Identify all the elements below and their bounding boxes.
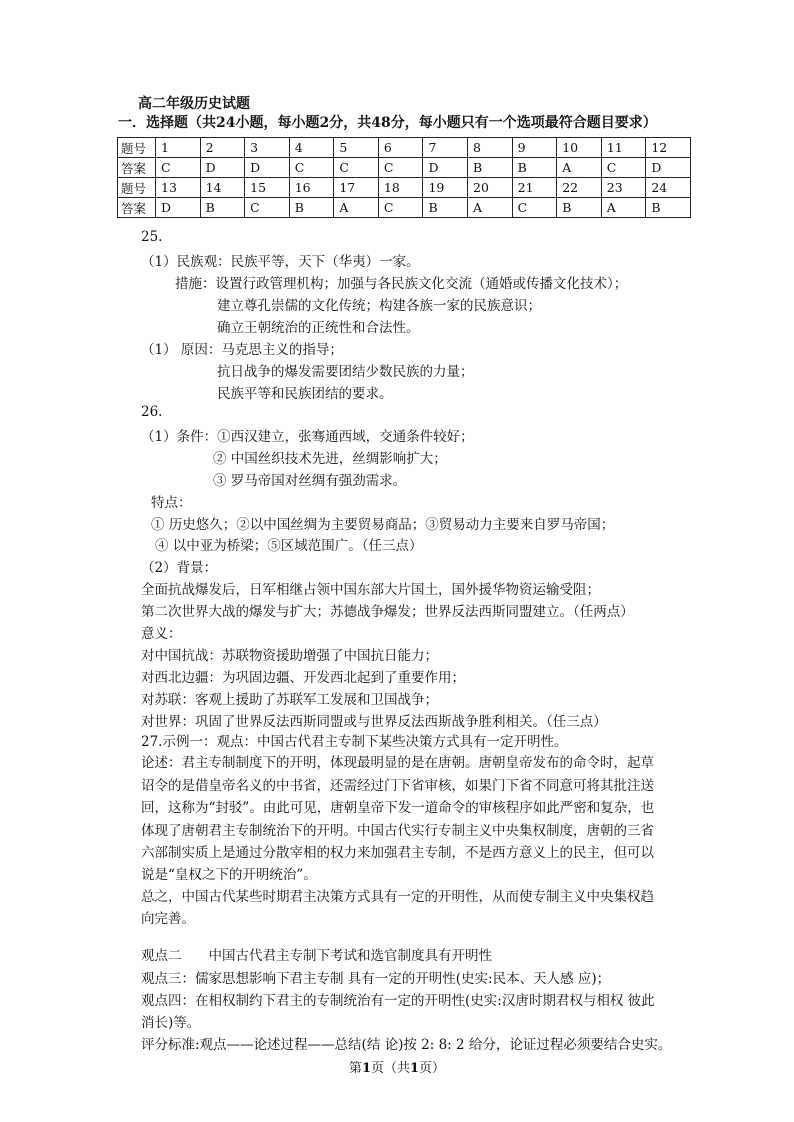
answer-table-cell: B — [512, 158, 557, 178]
text-line: 抗日战争的爆发需要团结少数民族的力量； — [217, 364, 474, 380]
text-line: （1）条件：①西汉建立，张骞通西域，交通条件较好； — [141, 429, 474, 445]
answer-table-cell: 11 — [601, 138, 646, 158]
text-line: 诏令的是借皇帝名义的中书省，还需经过门下省审核，如果门下省不同意可将其批注送 — [141, 778, 654, 794]
text-line: 观点三：儒家思想影响下君主专制 具有一定的开明性(史实:民本、天人感 应)； — [141, 971, 611, 987]
answer-table-cell: 19 — [423, 178, 468, 198]
answer-table-cell: A — [557, 158, 602, 178]
text-line: 确立王朝统治的正统性和合法性。 — [217, 320, 420, 336]
text-line: 总之，中国古代某些时期君主决策方式具有一定的开明性，从而使专制主义中央集权趋 — [141, 889, 654, 905]
answer-table-row — [118, 198, 691, 218]
answer-table-cell: C — [289, 158, 334, 178]
answer-table-cell: D — [156, 198, 201, 218]
text-line: 对世界：巩固了世界反法西斯同盟或与世界反法西斯战争胜利相关。（任三点） — [141, 714, 607, 730]
text-line: 评分标准:观点——论述过程——总结(结 论)按 2: 8: 2 给分，论证过程必须要结合史实。 — [141, 1037, 672, 1053]
answer-table-cell: 20 — [468, 178, 513, 198]
answer-table-cell: D — [423, 158, 468, 178]
text-line: 27.示例一：观点：中国古代君主专制下某些决策方式具有一定开明性。 — [141, 734, 568, 750]
answer-table-cell: 4 — [289, 138, 334, 158]
answer-table-cell: C — [512, 198, 557, 218]
footer-suffix: 页） — [419, 1061, 446, 1076]
text-line: ② 中国丝织技术先进，丝绸影响扩大； — [213, 451, 447, 467]
answer-table-cell: 7 — [423, 138, 468, 158]
answer-table-cell: D — [646, 158, 691, 178]
row-header-cell: 题号 — [118, 138, 156, 158]
answer-table-cell: B — [646, 198, 691, 218]
text-line: 体现了唐朝君主专制统治下的开明。中国古代实行专制主义中央集权制度，唐朝的三省 — [141, 823, 654, 839]
text-line: 特点： — [151, 495, 192, 511]
text-line: 25. — [141, 229, 163, 245]
text-line: （1）民族观：民族平等，天下（华夷）一家。 — [141, 254, 420, 270]
answer-table-cell: C — [378, 198, 423, 218]
text-line: 向完善。 — [141, 911, 195, 927]
row-header-cell: 题号 — [118, 178, 156, 198]
answer-table-cell: 24 — [646, 178, 691, 198]
text-line: ③ 罗马帝国对丝绸有强劲需求。 — [213, 473, 407, 489]
text-line: 26. — [141, 404, 163, 420]
answer-table-row — [118, 178, 691, 198]
text-line: ④ 以中亚为桥梁；⑤区域范围广。（任三点） — [155, 538, 423, 554]
answer-table-cell: 5 — [334, 138, 379, 158]
text-line: 措施：设置行政管理机构；加强与各民族文化交流（通婚或传播文化技术）； — [175, 276, 628, 292]
answer-table-cell: C — [378, 158, 423, 178]
answer-table-cell: C — [156, 158, 201, 178]
answer-table-cell: 18 — [378, 178, 423, 198]
answer-table-cell: D — [200, 158, 245, 178]
answer-table-cell: A — [334, 198, 379, 218]
text-line: 全面抗战爆发后，日军相继占领中国东部大片国土，国外援华物资运输受阻； — [141, 582, 600, 598]
answer-table-cell: 6 — [378, 138, 423, 158]
text-line: 观点四：在相权制约下君主的专制统治有一定的开明性(史实:汉唐时期君权与相权 彼此 — [141, 993, 655, 1009]
page-title: 高二年级历史试题 — [138, 96, 250, 112]
text-line: 消长)等。 — [141, 1015, 201, 1031]
text-line: （1） 原因：马克思主义的指导； — [141, 342, 343, 358]
answer-table-cell: 17 — [334, 178, 379, 198]
footer-prefix: 第 — [348, 1061, 362, 1076]
answer-table-cell: B — [289, 198, 334, 218]
answer-table-cell: 10 — [557, 138, 602, 158]
answer-table-cell: 3 — [245, 138, 290, 158]
footer-middle: 页（共 — [370, 1061, 410, 1076]
answer-table-cell: B — [200, 198, 245, 218]
text-line: 建立尊孔崇儒的文化传统；构建各族一家的民族意识； — [217, 298, 541, 314]
answer-table-cell: B — [557, 198, 602, 218]
text-line: 第二次世界大战的爆发与扩大；苏德战争爆发；世界反法西斯同盟建立。（任两点） — [141, 604, 634, 620]
text-line: 观点二 中国古代君主专制下考试和选官制度具有开明性 — [141, 948, 492, 964]
answer-table-cell: C — [334, 158, 379, 178]
answer-table-cell: A — [468, 198, 513, 218]
answer-table-cell: C — [245, 198, 290, 218]
footer-total-pages: 1 — [410, 1061, 420, 1076]
answer-table — [117, 137, 691, 218]
answer-table-cell: 16 — [289, 178, 334, 198]
text-line: 论述：君主专制制度下的开明，体现最明显的是在唐朝。唐朝皇帝发布的命令时，起草 — [141, 755, 654, 771]
answer-table-cell: B — [468, 158, 513, 178]
answer-table-row — [118, 138, 691, 158]
answer-table-cell: B — [423, 198, 468, 218]
answer-table-cell: 21 — [512, 178, 557, 198]
answer-table-cell: 13 — [156, 178, 201, 198]
answer-table-cell: 15 — [245, 178, 290, 198]
answer-table-cell: C — [601, 158, 646, 178]
answer-table-cell: 14 — [200, 178, 245, 198]
answer-table-cell: 12 — [646, 138, 691, 158]
section-heading: 一．选择题（共24小题，每小题2分，共48分，每小题只有一个选项最符合题目要求） — [118, 115, 657, 131]
text-line: 回，这称为“封驳”。由此可见，唐朝皇帝下发一道命令的审核程序如此严密和复杂，也 — [141, 800, 655, 816]
answer-table-cell: 22 — [557, 178, 602, 198]
text-line: 对中国抗战：苏联物资援助增强了中国抗日能力； — [141, 648, 438, 664]
text-line: 对苏联：客观上援助了苏联军工发展和卫国战争； — [141, 692, 438, 708]
text-line: 意义： — [141, 626, 182, 642]
answer-table-cell: 23 — [601, 178, 646, 198]
page-footer — [0, 1057, 794, 1076]
text-line: ① 历史悠久；②以中国丝绸为主要贸易商品；③贸易动力主要来自罗马帝国； — [151, 517, 615, 533]
answer-table-cell: D — [245, 158, 290, 178]
text-line: 对西北边疆：为巩固边疆、开发西北起到了重要作用； — [141, 670, 465, 686]
answer-table-cell: 1 — [156, 138, 201, 158]
answer-table-cell: 9 — [512, 138, 557, 158]
row-header-cell: 答案 — [118, 198, 156, 218]
answer-table-cell: 8 — [468, 138, 513, 158]
text-line: 说是“皇权之下的开明统治”。 — [141, 867, 317, 883]
text-line: 六部制实质上是通过分散宰相的权力来加强君主专制，不是西方意义上的民主，但可以 — [141, 845, 654, 861]
text-line: 民族平等和民族团结的要求。 — [217, 386, 393, 402]
row-header-cell: 答案 — [118, 158, 156, 178]
footer-page-number: 1 — [361, 1061, 371, 1076]
answer-table-cell: A — [601, 198, 646, 218]
answer-table-cell: 2 — [200, 138, 245, 158]
answer-table-row — [118, 158, 691, 178]
text-line: （2）背景： — [141, 560, 218, 576]
